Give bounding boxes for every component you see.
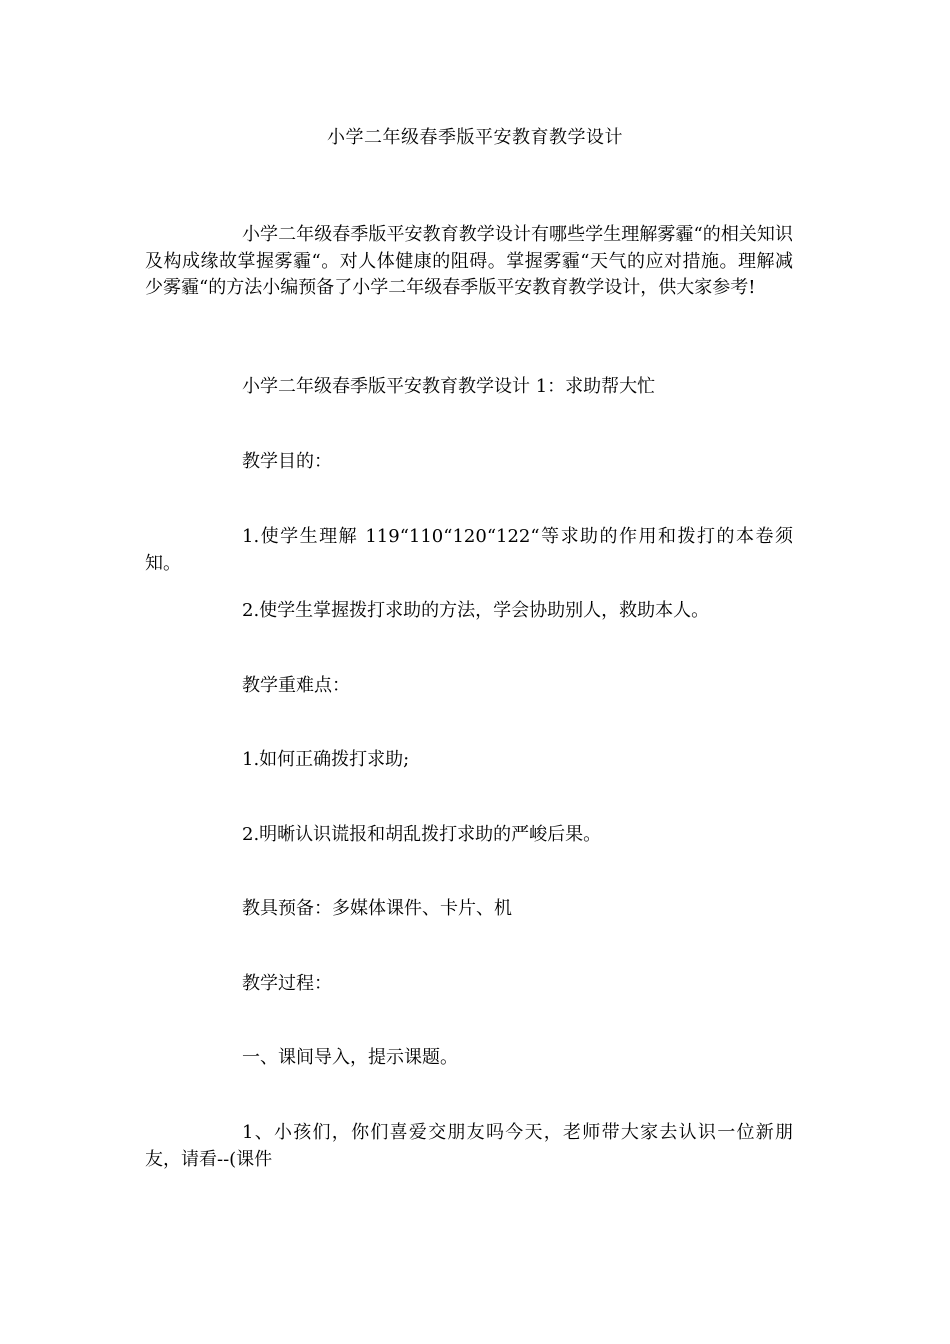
process-label: 教学过程： — [242, 973, 332, 994]
step-1-heading: 一、课间导入，提示课题。 — [242, 1047, 458, 1068]
objective-item-2: 2.使学生掌握拨打求助的方法，学会协助别人，救助本人。 — [242, 600, 710, 621]
step-1-paragraph: 1、小孩们，你们喜爱交朋友吗今天，老师带大家去认识一位新朋友，请看--(课件 — [145, 1122, 793, 1170]
section-heading: 小学二年级春季版平安教育教学设计 1：求助帮大忙 — [242, 376, 656, 397]
materials-line: 教具预备：多媒体课件、卡片、机 — [242, 898, 512, 919]
intro-paragraph: 小学二年级春季版平安教育教学设计有哪些学生理解雾霾“的相关知识及构成缘故掌握雾霾“。对人体健康的阻碍。掌握雾霾“天气的应对措施。理解减少雾霾“的方法小编预备了小学二年级春季版平安教育教学设计，供大家参考! — [145, 224, 793, 298]
key-points-label: 教学重难点： — [242, 675, 350, 696]
objectives-label: 教学目的： — [242, 451, 332, 472]
document-title: 小学二年级春季版平安教育教学设计 — [327, 127, 623, 148]
objective-item-1: 1.使学生理解 119“110“120“122“等求助的作用和拨打的本卷须知。 — [145, 526, 793, 574]
key-point-item-1: 1.如何正确拨打求助; — [242, 749, 410, 770]
key-point-item-2: 2.明晰认识谎报和胡乱拨打求助的严峻后果。 — [242, 824, 602, 845]
